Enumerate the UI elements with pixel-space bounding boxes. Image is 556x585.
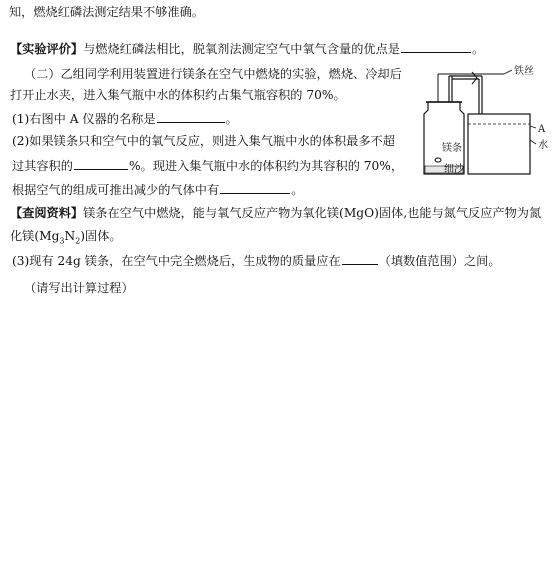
question-3: (3)现有 24g 镁条，在空气中完全燃烧后，生成物的质量应在 （填数值范围）之间。: [12, 254, 501, 268]
paragraph-continuation: 知，燃烧红磷法测定结果不够准确。: [9, 5, 204, 19]
answer-blank[interactable]: [401, 40, 471, 53]
reference-info-line1: 【查阅资料】镁条在空气中燃烧，能与氧气反应产物为氧化镁(MgO)固体,也能与氮气反应产物为氮: [10, 206, 542, 220]
question-2-line2: 过其容积的 %。现进入集气瓶中水的体积约为其容积的 70%，: [12, 159, 404, 173]
reference-info-line2: 化镁$(Mg_3N_2)$固体。: [10, 229, 122, 246]
label-sand: 细沙: [444, 164, 464, 175]
answer-blank[interactable]: [157, 110, 225, 123]
section-tag: 【实验评价】: [10, 42, 84, 56]
label-magnesium: 镁条: [442, 143, 462, 154]
part2-line2: 打开止水夹，进入集气瓶中水的体积约占集气瓶容积的 70%。: [10, 88, 346, 102]
beaker-a: [468, 114, 530, 174]
part2-line1: （二）乙组同学利用装置进行镁条在空气中燃烧的实验，燃烧、冷却后: [24, 67, 402, 81]
answer-blank[interactable]: [342, 252, 378, 265]
answer-blank[interactable]: [220, 181, 290, 194]
question-2-line3: 根据空气的组成可推出减少的气体中有 。: [12, 183, 304, 197]
label-a: A: [538, 124, 546, 135]
section-tag: 【查阅资料】: [10, 206, 84, 220]
answer-blank[interactable]: [74, 157, 128, 170]
label-water: 水: [538, 140, 548, 151]
label-iron-wire: 铁丝: [514, 66, 534, 77]
question-2-line1: (2)如果镁条只和空气中的氧气反应，则进入集气瓶中水的体积最多不超: [12, 134, 395, 148]
question-1: (1)右图中 A 仪器的名称是 。: [12, 112, 238, 126]
apparatus-diagram: [404, 62, 550, 186]
experiment-evaluation: 【实验评价】与燃烧红磷法相比，脱氧剂法测定空气中氧气含量的优点是 。: [10, 42, 485, 56]
calculation-note: （请写出计算过程）: [24, 281, 134, 295]
